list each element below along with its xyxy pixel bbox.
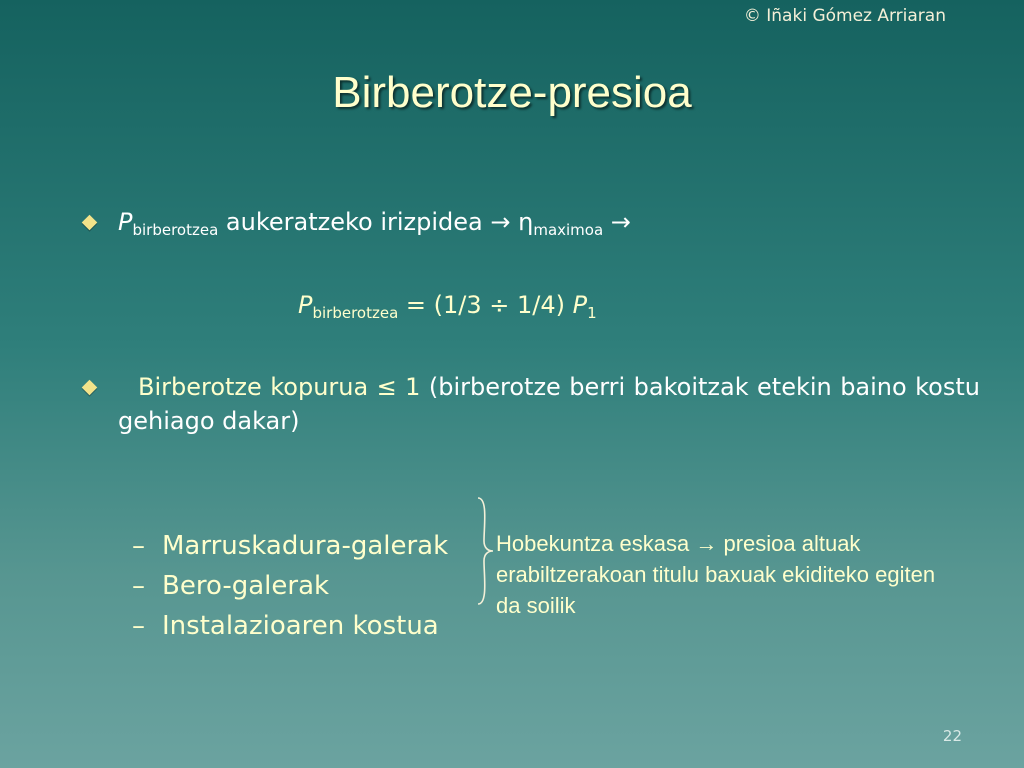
formula-power-subscript: birberotzea: [312, 304, 399, 322]
bullet-reheat-count: [118, 370, 980, 438]
efficiency-subscript: maximoa: [533, 221, 604, 239]
bullet-criterion: [118, 205, 631, 247]
bullet-diamond-icon: [82, 380, 98, 396]
formula-power-symbol: P: [298, 291, 313, 319]
list-dash: –: [132, 611, 145, 641]
list-item-label: Instalazioaren kostua: [162, 611, 439, 641]
bullet-diamond-icon: [82, 215, 98, 231]
formula-p1-subscript: 1: [587, 304, 597, 322]
criterion-text: aukeratzeko irizpidea → η: [218, 208, 534, 236]
power-subscript: birberotzea: [132, 221, 219, 239]
reheat-count-explanation: (birberotze berri bakoitzak etekin baino kostu gehiago dakar): [118, 373, 980, 435]
loss-list: [132, 526, 448, 646]
right-brace-icon: [476, 496, 496, 606]
copyright-notice: © Iñaki Gómez Arriaran: [743, 6, 946, 26]
power-symbol: P: [118, 208, 133, 236]
criterion-arrow: →: [603, 208, 631, 236]
improvement-note: Hobekuntza eskasa → presioa altuak erabiltzerakoan titulu baxuak ekiditeko egiten da soilik: [496, 531, 936, 618]
page-number: 22: [942, 727, 962, 745]
list-item-label: Marruskadura-galerak: [162, 531, 449, 561]
list-item-label: Bero-galerak: [162, 571, 330, 601]
list-item: [132, 526, 448, 566]
list-item: [132, 566, 448, 606]
slide-title: Birberotze-presioa: [332, 68, 692, 117]
formula-p1-symbol: P: [572, 291, 588, 319]
reheat-pressure-formula: [298, 288, 597, 330]
reheat-count-text: Birberotze kopurua ≤ 1: [138, 373, 421, 401]
list-dash: –: [132, 531, 145, 561]
list-item: [132, 606, 448, 646]
list-dash: –: [132, 571, 145, 601]
formula-ratio: = (1/3 ÷ 1/4): [398, 291, 573, 319]
